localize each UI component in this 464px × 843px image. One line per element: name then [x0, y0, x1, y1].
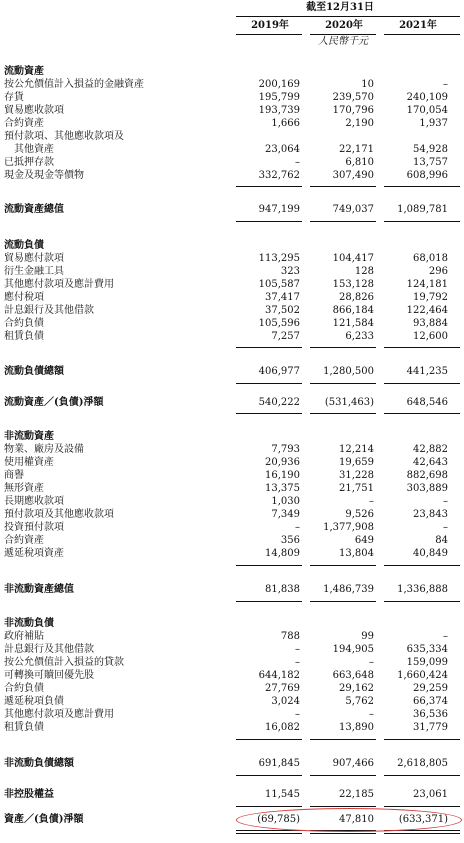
line-item-label: 可轉換可贖回優先股 — [4, 670, 94, 681]
double-rule — [310, 833, 376, 834]
value-cell-2019: 27,769 — [265, 683, 300, 694]
value-cell-2021: 1,336,888 — [397, 584, 448, 595]
value-cell-2020: 9,526 — [345, 509, 374, 520]
year-rule — [236, 34, 302, 35]
value-cell-2021: (633,371) — [398, 814, 448, 825]
total-rule — [384, 806, 460, 807]
value-cell-2019: 16,190 — [265, 470, 300, 481]
value-cell-2021: 122,464 — [406, 305, 448, 316]
line-item-label: 存貨 — [4, 92, 24, 103]
value-cell-2019: 323 — [280, 266, 300, 277]
value-cell-2020: 153,128 — [332, 279, 374, 290]
value-cell-2019: 644,182 — [258, 670, 300, 681]
year-rule — [310, 34, 376, 35]
value-cell-2021: 303,889 — [406, 483, 448, 494]
value-cell-2019: 14,809 — [265, 548, 300, 559]
value-cell-2019: 7,349 — [271, 509, 300, 520]
value-cell-2021: 1,089,781 — [397, 204, 448, 215]
value-cell-2021: 2,618,805 — [397, 758, 448, 769]
value-cell-2021: 441,235 — [406, 366, 448, 377]
value-cell-2020: 99 — [361, 631, 374, 642]
total-rule — [384, 601, 460, 602]
line-item-label: 其他資產 — [4, 144, 54, 155]
line-item-label: 現金及現金等價物 — [4, 170, 84, 181]
value-cell-2020: 104,417 — [332, 253, 374, 264]
value-cell-2020: 5,762 — [345, 696, 374, 707]
value-cell-2019: 13,375 — [265, 483, 300, 494]
total-label: 流動資產／(負債)淨額 — [4, 397, 104, 408]
value-cell-2019: 81,838 — [265, 584, 300, 595]
value-cell-2021: 84 — [435, 535, 448, 546]
value-cell-2021: 42,643 — [413, 457, 448, 468]
value-cell-2020: – — [369, 496, 374, 507]
line-item-label: 合約資產 — [4, 535, 44, 546]
total-label: 非流動負債總額 — [4, 758, 74, 769]
line-item-label: 預付款項及其他應收款項 — [4, 509, 114, 520]
value-cell-2019: 193,739 — [258, 105, 300, 116]
total-rule — [310, 221, 376, 222]
value-cell-2020: 749,037 — [332, 204, 374, 215]
period-header: 截至12月31日 — [306, 2, 374, 13]
double-rule — [384, 833, 460, 834]
value-cell-2020: 649 — [354, 535, 374, 546]
value-cell-2019: 200,169 — [258, 79, 300, 90]
value-cell-2019: 20,936 — [265, 457, 300, 468]
value-cell-2021: 170,054 — [406, 105, 448, 116]
value-cell-2021: – — [443, 522, 448, 533]
line-item-label: 合約負債 — [4, 318, 44, 329]
value-cell-2021: 159,099 — [406, 657, 448, 668]
total-rule — [236, 221, 302, 222]
subtotal-rule — [310, 565, 376, 566]
value-cell-2020: 13,890 — [339, 722, 374, 733]
year-2020-header: 2020年 — [325, 20, 363, 31]
value-cell-2020: 1,486,739 — [323, 584, 374, 595]
total-rule — [310, 413, 376, 414]
value-cell-2019: 332,762 — [258, 170, 300, 181]
value-cell-2019: 356 — [280, 535, 300, 546]
section-heading: 非流動資產 — [4, 431, 54, 442]
value-cell-2021: 608,996 — [406, 170, 448, 181]
value-cell-2021: 13,757 — [413, 157, 448, 168]
value-cell-2020: 307,490 — [332, 170, 374, 181]
value-cell-2021: 648,546 — [406, 397, 448, 408]
value-cell-2019: – — [295, 657, 300, 668]
total-rule — [236, 806, 302, 807]
value-cell-2021: – — [443, 79, 448, 90]
total-rule — [236, 383, 302, 384]
value-cell-2021: 882,698 — [406, 470, 448, 481]
line-item-label: 計息銀行及其他借款 — [4, 305, 94, 316]
value-cell-2021: 240,109 — [406, 92, 448, 103]
value-cell-2021: 36,536 — [413, 709, 448, 720]
value-cell-2019: 11,545 — [265, 789, 300, 800]
value-cell-2021: 12,600 — [413, 331, 448, 342]
total-rule — [236, 413, 302, 414]
line-item-label: 商譽 — [4, 470, 24, 481]
value-cell-2020: 866,184 — [332, 305, 374, 316]
line-item-label: 遞延稅項負債 — [4, 696, 64, 707]
value-cell-2021: 23,061 — [413, 789, 448, 800]
line-item-label: 政府補貼 — [4, 631, 44, 642]
value-cell-2021: 124,181 — [406, 279, 448, 290]
value-cell-2020: 663,648 — [332, 670, 374, 681]
line-item-label: 其他應付款項及應計費用 — [4, 279, 114, 290]
line-item-label: 衍生金融工具 — [4, 266, 64, 277]
total-rule — [384, 221, 460, 222]
section-heading: 非流動負債 — [4, 618, 54, 629]
value-cell-2020: 1,280,500 — [323, 366, 374, 377]
line-item-label: 合約負債 — [4, 683, 44, 694]
value-cell-2019: 37,502 — [265, 305, 300, 316]
line-item-label: 使用權資產 — [4, 457, 54, 468]
value-cell-2019: – — [295, 709, 300, 720]
value-cell-2020: 22,171 — [339, 144, 374, 155]
value-cell-2020: 31,228 — [339, 470, 374, 481]
value-cell-2019: 105,596 — [258, 318, 300, 329]
value-cell-2020: 29,162 — [339, 683, 374, 694]
value-cell-2019: 1,666 — [271, 118, 300, 129]
line-item-label: 應付稅項 — [4, 292, 44, 303]
value-cell-2021: 1,660,424 — [397, 670, 448, 681]
value-cell-2019: 691,845 — [258, 758, 300, 769]
value-cell-2020: 2,190 — [345, 118, 374, 129]
total-label: 資產／(負債)淨額 — [4, 814, 84, 825]
value-cell-2021: – — [443, 496, 448, 507]
value-cell-2019: 105,587 — [258, 279, 300, 290]
value-cell-2020: 170,796 — [332, 105, 374, 116]
value-cell-2019: 1,030 — [271, 496, 300, 507]
value-cell-2019: – — [295, 157, 300, 168]
unit-label: 人民幣千元 — [318, 36, 368, 47]
total-label: 流動負債總額 — [4, 366, 64, 377]
total-rule — [310, 601, 376, 602]
value-cell-2021: 296 — [428, 266, 448, 277]
subtotal-rule — [384, 739, 460, 740]
value-cell-2021: 29,259 — [413, 683, 448, 694]
total-rule — [310, 775, 376, 776]
value-cell-2019: 7,257 — [271, 331, 300, 342]
line-item-label: 其他應付款項及應計費用 — [4, 709, 114, 720]
value-cell-2020: 21,751 — [339, 483, 374, 494]
double-rule — [236, 833, 302, 834]
value-cell-2020: 47,810 — [339, 814, 374, 825]
value-cell-2019: 3,024 — [271, 696, 300, 707]
value-cell-2021: 19,792 — [413, 292, 448, 303]
total-label: 流動資產總值 — [4, 204, 64, 215]
value-cell-2021: – — [443, 631, 448, 642]
line-item-label: 投資預付款項 — [4, 522, 64, 533]
total-rule — [310, 383, 376, 384]
section-heading: 流動負債 — [4, 240, 44, 251]
value-cell-2021: 635,334 — [406, 644, 448, 655]
subtotal-rule — [310, 739, 376, 740]
total-label: 非流動資產總值 — [4, 584, 74, 595]
total-rule — [384, 383, 460, 384]
subtotal-rule — [310, 347, 376, 348]
value-cell-2021: 40,849 — [413, 548, 448, 559]
line-item-label: 租賃負債 — [4, 722, 44, 733]
value-cell-2020: 28,826 — [339, 292, 374, 303]
value-cell-2019: 195,799 — [258, 92, 300, 103]
line-item-label: 已抵押存款 — [4, 157, 54, 168]
year-rule — [384, 34, 460, 35]
line-item-label: 長期應收款項 — [4, 496, 64, 507]
period-rule — [236, 16, 460, 17]
line-item-label: 按公允價值計入損益的金融資產 — [4, 79, 144, 90]
subtotal-rule — [236, 739, 302, 740]
line-item-label: 預付款項、其他應收款項及 — [4, 131, 124, 142]
subtotal-rule — [236, 565, 302, 566]
value-cell-2021: 31,779 — [413, 722, 448, 733]
total-rule — [236, 601, 302, 602]
total-label: 非控股權益 — [4, 789, 54, 800]
value-cell-2021: 23,843 — [413, 509, 448, 520]
value-cell-2020: – — [369, 657, 374, 668]
value-cell-2021: 1,937 — [419, 118, 448, 129]
value-cell-2019: 23,064 — [265, 144, 300, 155]
value-cell-2020: 239,570 — [332, 92, 374, 103]
value-cell-2019: 37,417 — [265, 292, 300, 303]
line-item-label: 貿易應付款項 — [4, 253, 64, 264]
line-item-label: 合約資產 — [4, 118, 44, 129]
value-cell-2019: 406,977 — [258, 366, 300, 377]
value-cell-2021: 66,374 — [413, 696, 448, 707]
value-cell-2020: 128 — [354, 266, 374, 277]
total-rule — [236, 775, 302, 776]
value-cell-2021: 54,928 — [413, 144, 448, 155]
value-cell-2019: 540,222 — [258, 397, 300, 408]
subtotal-rule — [236, 186, 302, 187]
line-item-label: 遞延稅項資產 — [4, 548, 64, 559]
value-cell-2021: 68,018 — [413, 253, 448, 264]
value-cell-2020: 6,233 — [345, 331, 374, 342]
value-cell-2020: – — [369, 709, 374, 720]
value-cell-2021: 42,882 — [413, 444, 448, 455]
subtotal-rule — [310, 186, 376, 187]
value-cell-2019: – — [295, 644, 300, 655]
value-cell-2020: 13,804 — [339, 548, 374, 559]
value-cell-2019: 16,082 — [265, 722, 300, 733]
value-cell-2020: 19,659 — [339, 457, 374, 468]
total-rule — [384, 775, 460, 776]
value-cell-2019: (69,785) — [257, 814, 300, 825]
value-cell-2020: 10 — [361, 79, 374, 90]
value-cell-2020: 194,905 — [332, 644, 374, 655]
value-cell-2020: 22,185 — [339, 789, 374, 800]
year-2019-header: 2019年 — [251, 20, 289, 31]
subtotal-rule — [236, 347, 302, 348]
total-rule — [384, 413, 460, 414]
subtotal-rule — [384, 347, 460, 348]
value-cell-2021: 93,884 — [413, 318, 448, 329]
total-rule — [310, 806, 376, 807]
line-item-label: 租賃負債 — [4, 331, 44, 342]
value-cell-2020: (531,463) — [324, 397, 374, 408]
line-item-label: 貿易應收款項 — [4, 105, 64, 116]
highlight-ellipse — [236, 808, 462, 832]
value-cell-2020: 12,214 — [339, 444, 374, 455]
line-item-label: 按公允價值計入損益的貸款 — [4, 657, 124, 668]
subtotal-rule — [384, 186, 460, 187]
value-cell-2019: 947,199 — [258, 204, 300, 215]
year-2021-header: 2021年 — [399, 20, 437, 31]
value-cell-2020: 6,810 — [345, 157, 374, 168]
value-cell-2020: 121,584 — [332, 318, 374, 329]
value-cell-2020: 907,466 — [332, 758, 374, 769]
line-item-label: 物業、廠房及設備 — [4, 444, 84, 455]
line-item-label: 計息銀行及其他借款 — [4, 644, 94, 655]
value-cell-2019: – — [295, 522, 300, 533]
line-item-label: 無形資產 — [4, 483, 44, 494]
value-cell-2019: 7,793 — [271, 444, 300, 455]
subtotal-rule — [384, 565, 460, 566]
section-heading: 流動資產 — [4, 66, 44, 77]
value-cell-2019: 788 — [280, 631, 300, 642]
value-cell-2019: 113,295 — [258, 253, 300, 264]
value-cell-2020: 1,377,908 — [323, 522, 374, 533]
